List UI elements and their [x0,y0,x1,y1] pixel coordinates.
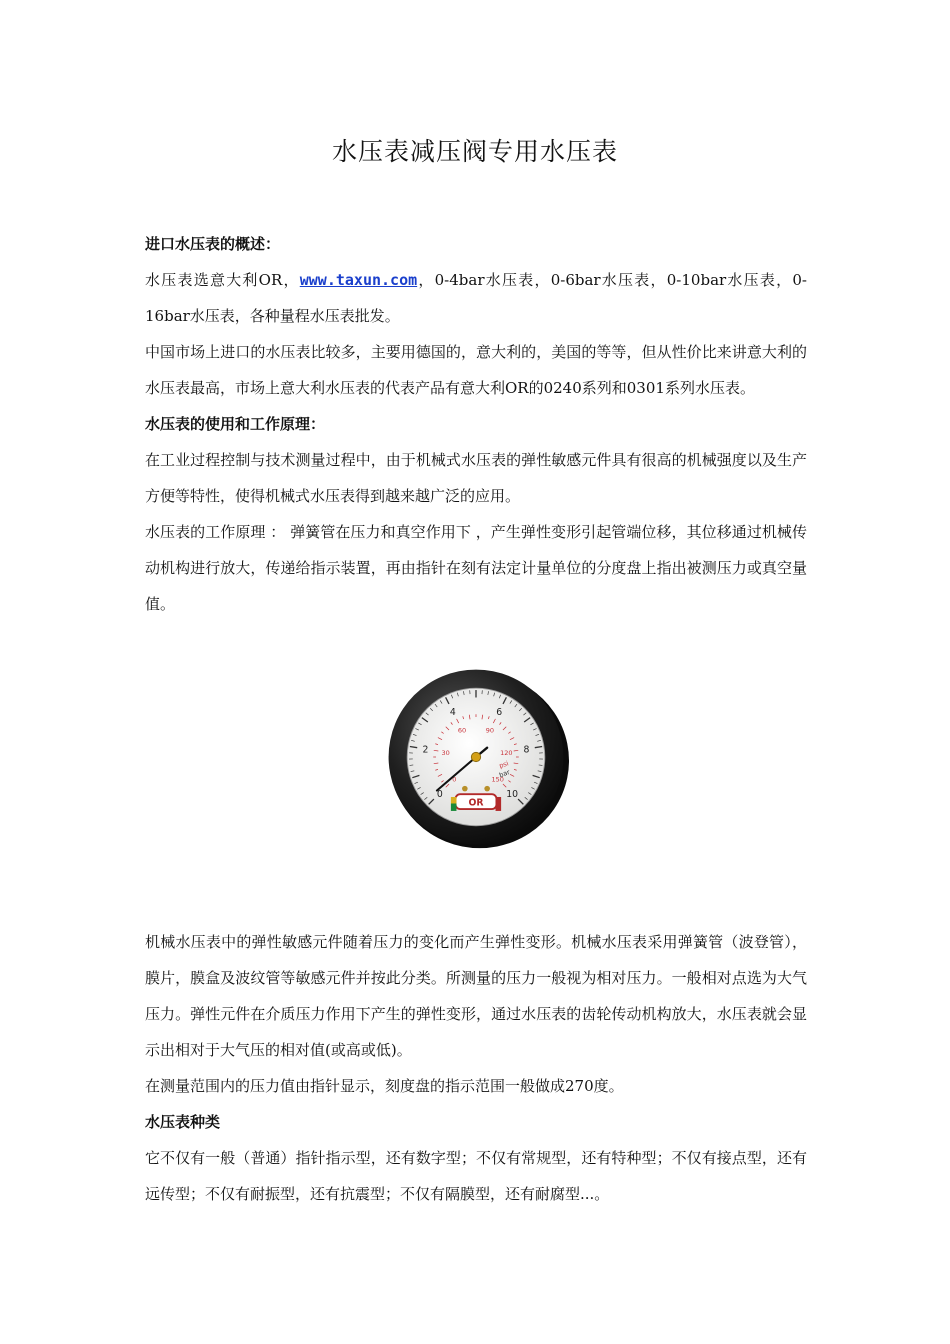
logo-text: OR [468,797,484,809]
psi-scale-label: 30 [441,748,450,757]
section-heading-principle: 水压表的使用和工作原理： [145,415,326,433]
section-heading-types: 水压表种类 [145,1113,221,1131]
paragraph-overview-1 [145,262,807,334]
bar-unit-label: bar [498,768,512,780]
bar-scale-label: 8 [523,744,530,756]
psi-scale-label: 0 [452,775,457,784]
paragraph-mechanism-1: 机械水压表中的弹性敏感元件随着压力的变化而产生弹性变形。机械水压表采用弹簧管（波登管），膜片，膜盒及波纹管等敏感元件并按此分类。所测量的压力一般视为相对压力。一般相对点选为大气压力。弹性元件在介质压力作用下产生的弹性变形，通过水压表的齿轮传动机构放大，水压表就会显示出相对于大气压的相对值(或高或低)。 [145,933,807,1059]
bar-scale-label: 4 [449,707,456,719]
paragraph-principle-1: 在工业过程控制与技术测量过程中，由于机械式水压表的弹性敏感元件具有很高的机械强度以及生产方便等特性，使得机械式水压表得到越来越广泛的应用。 [145,451,807,505]
paragraph-mechanism-2: 在测量范围内的压力值由指针显示，刻度盘的指示范围一般做成270度。 [145,1077,624,1095]
psi-scale-label: 90 [485,726,495,735]
psi-scale-label: 150 [491,775,504,784]
gauge-hub [471,752,480,761]
bar-scale-label: 0 [436,788,443,800]
document-body [145,226,807,1212]
or-logo [451,794,501,811]
screw-right [484,786,490,792]
page-title: 水压表减压阀专用水压表 [331,137,618,166]
paragraph-principle-2: 水压表的工作原理 ： 弹簧管在压力和真空作用下 ，产生弹性变形引起管端位移，其位移通过机械传动机构进行放大，传递给指示装置，再由指针在刻有法定计量单位的分度盘上指出被测压力或真空量值。 [145,523,807,613]
bar-scale-label: 2 [422,744,429,756]
bar-scale-label: 6 [496,707,503,719]
gauge-figure [145,622,807,924]
paragraph-types-1: 它不仅有一般（普通）指针指示型，还有数字型；不仅有常规型，还有特种型；不仅有接点型，还有远传型；不仅有耐振型，还有抗震型；不仅有隔膜型，还有耐腐型...。 [145,1149,807,1203]
psi-scale-label: 120 [500,748,513,757]
pressure-gauge-image [383,664,569,850]
website-link[interactable]: www.taxun.com [299,271,418,289]
paragraph-text: ，0-4bar水压表，0-6bar水压表，0-10bar水压表，0-16bar水压表，各种量程水压表批发。 [145,271,807,325]
psi-unit-label: psi [498,759,510,771]
paragraph-overview-2: 中国市场上进口的水压表比较多，主要用德国的，意大利的，美国的等等，但从性价比来讲意大利的水压表最高，市场上意大利水压表的代表产品有意大利OR的0240系列和0301系列水压表。 [145,343,807,397]
psi-scale-label: 60 [457,726,467,735]
paragraph-text: 水压表选意大利OR， [145,271,300,289]
screw-left [462,786,468,792]
section-heading-overview: 进口水压表的概述： [145,235,281,253]
bar-scale-label: 10 [506,788,519,800]
